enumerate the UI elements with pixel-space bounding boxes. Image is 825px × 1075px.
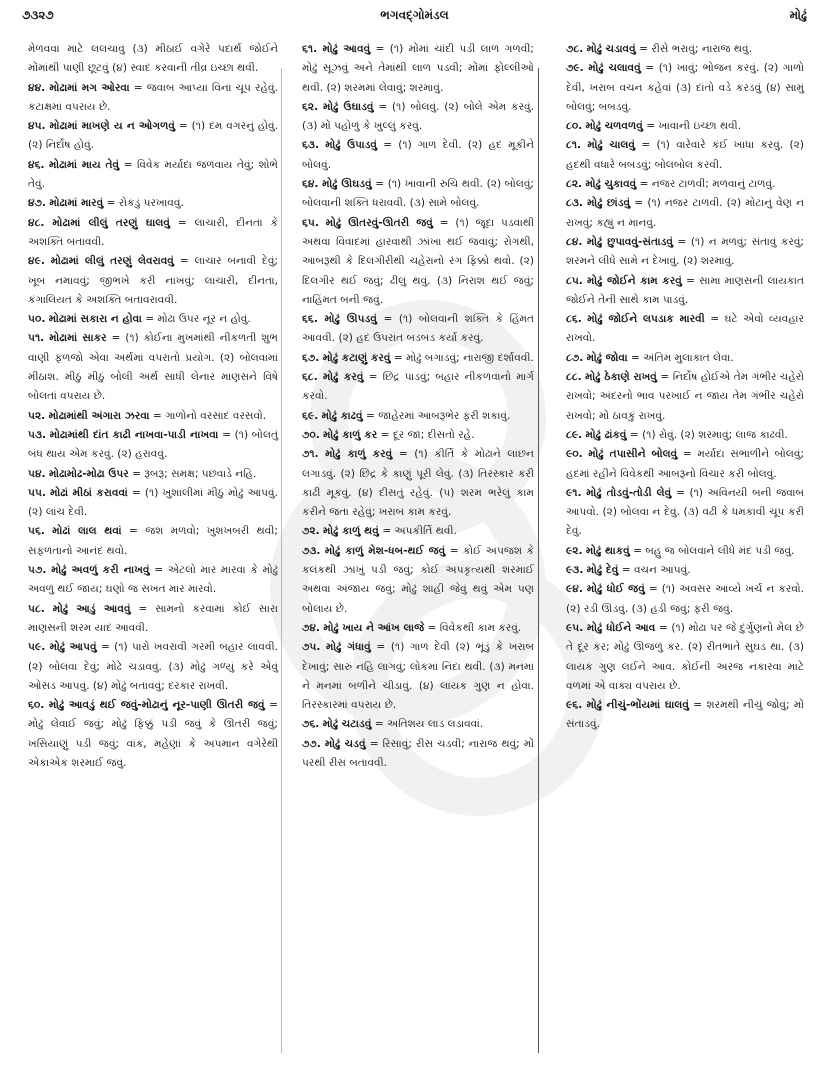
- entry-headword: મોઢું કાઢવું: [321, 409, 363, 422]
- entry-definition: = રૂબરૂ; સમક્ષ; પછવાડે નહિ.: [132, 467, 257, 480]
- entry-headword: મોઢું ચડાવવું: [586, 43, 636, 55]
- dictionary-entry: [28, 310, 278, 329]
- entry-definition: = ગાળોનો વરસાદ વરસવો.: [152, 409, 267, 422]
- dictionary-entry: [28, 79, 278, 118]
- dictionary-entry: [28, 117, 278, 156]
- entry-headword: મોઢું ઊપડવું: [324, 313, 377, 326]
- entry-definition: = (૧) ન મળવું; સંતાવું કરવું; શરમને લીધે સામે ન દેખાવું. (૨) શરમાવું.: [566, 235, 805, 268]
- page-number: ૭૩૨૭: [22, 8, 54, 22]
- entry-definition: = જવાબ આપ્યા વિના ચૂપ રહેવું. કટાક્ષમાં વપરાય છે.: [28, 81, 278, 113]
- dictionary-entry: [28, 465, 278, 484]
- entry-headword: મોઢામાં મગ ઓરવા: [49, 81, 130, 94]
- dictionary-entry: [302, 175, 534, 214]
- entry-definition: = સામનો કરવામાં કોઈ સારા માણસની શરમ યાદ આવવી.: [28, 602, 278, 634]
- entry-number: ૬૫.: [302, 216, 319, 229]
- entry-definition: = (૧) વારેવારે કંઈ ખાધા કરવું. (૨) હદથી વધારે બબડવું; બોલબોલ કરવી.: [566, 139, 805, 171]
- entry-headword: મોઢું ધોઈ જવું: [586, 583, 645, 596]
- entry-number: ૮૬.: [566, 313, 582, 326]
- dictionary-entry: [28, 484, 278, 523]
- entry-headword: મોઢું કરવું: [322, 371, 364, 384]
- entry-definition: = મોઢા ઉપર નૂર ન હોવું.: [145, 313, 251, 326]
- entry-headword: મોઢામાં લીલું તરણું ઘાલવું: [52, 216, 170, 229]
- entry-number: ૪૮.: [28, 216, 45, 229]
- dictionary-entry: [28, 329, 278, 406]
- entry-headword: મોઢામાં સકારા ન હોવા: [48, 313, 142, 326]
- entry-headword: મોઢાં મીઠાં કરાવવાં: [50, 486, 128, 499]
- entry-number: ૮૧.: [566, 139, 582, 152]
- entry-number: ૮૩.: [566, 197, 583, 210]
- dictionary-entry: [28, 40, 278, 79]
- dictionary-entry: [302, 98, 534, 137]
- entry-headword: મોઢું ચુકાવવું: [585, 178, 637, 191]
- dictionary-entry: [566, 426, 804, 445]
- dictionary-entry: [28, 426, 278, 465]
- entry-definition: = (૧) કોઈના મુખમાંથી નીકળતી શુભ વાણી ફળજો એવા અર્થમાં વપરાતો પ્રયોગ. (૨) બોલવામાં મીઠાશ. મીઠું મીઠું બોલી અર્થ સાધી લેનાર માણસને વિષે બોલતાં વપરાય છે.: [28, 332, 278, 403]
- entry-number: ૬૦.: [28, 699, 45, 712]
- entry-number: ૫૮.: [28, 602, 45, 615]
- entry-number: ૪૬.: [28, 158, 45, 171]
- entry-number: ૭૪.: [302, 621, 320, 634]
- dictionary-entry: [302, 715, 534, 734]
- column-2: [302, 40, 534, 773]
- dictionary-entry: [302, 542, 534, 619]
- entry-definition: = દૂર જા; દીસતો રહે.: [380, 428, 475, 441]
- entry-definition: = (૧) પારો ખવરાવી ગરમી બહાર લાવવી. (૨) બોલવા દેવું; મોઢે ચડાવવું. (૩) મોઢું ગળ્યું કરે એવું ઓસડ આપવું. (૪) મોઢું બતાવવું; દરકાર રાખવી.: [28, 641, 278, 692]
- column-divider: [281, 68, 282, 1053]
- column-1: [28, 40, 278, 773]
- entry-definition: = (૧) ગાળ દેવી (૨) ભૂંડું કે ખરાબ દેખાવું; સારું નહિ લાગવું; લોકમાં નિંદા થવી. (૩) મનમાં ને મનમાં બળીને ચીડાવું. (૪) લાયક ગુણ ન હોવા. તિરસ્કારમાં વપરાય છે.: [302, 641, 535, 712]
- dictionary-entry: [28, 214, 278, 253]
- entry-number: ૭૮.: [566, 43, 584, 55]
- dictionary-entry: [566, 59, 804, 117]
- dictionary-entry: [566, 40, 804, 59]
- entry-headword: મોઢું કટાણું કરવું: [322, 351, 391, 364]
- entry-number: ૬૩.: [302, 139, 320, 152]
- entry-headword: મોઢું કાળું કરવું: [325, 448, 393, 461]
- entry-headword: મોઢામાંથી દાંત કાઢી નાખવા-પાડી નાખવા: [49, 428, 219, 441]
- entry-headword: મોઢું ચલાવવું: [588, 62, 641, 75]
- entry-definition: = (૧) ખુશાલીમાં મીઠું મોઢું આપવું. (૨) લાંચ દેવી.: [28, 486, 278, 519]
- entry-definition: = (૧) બોલવું. (૨) બોલે એમ કરવું. (૩) મોં પહોળું કે ખુલ્લું કરવું.: [302, 100, 534, 133]
- entry-headword: મોઢું દેવું: [586, 564, 619, 577]
- dictionary-entry: [28, 194, 278, 213]
- entry-definition: = શરમથી નીચું જોવું; મોં સંતાડવું.: [566, 699, 804, 731]
- entry-definition: = નજર ટાળવી; મળવાનું ટાળવું.: [639, 178, 776, 191]
- entry-headword: મોઢું ચડવું: [324, 737, 366, 750]
- entry-number: ૪૫.: [28, 120, 46, 133]
- dictionary-entry: [566, 368, 804, 426]
- dictionary-entry: [566, 445, 804, 484]
- entry-headword: મોઢું અવળું કરી નાખવું: [51, 564, 150, 577]
- dictionary-entry: [302, 407, 534, 426]
- entry-headword: મોઢું કાળું થવું: [322, 525, 379, 538]
- entry-number: ૫૬.: [28, 525, 45, 538]
- entry-headword: મોઢું ચાલવું: [587, 139, 636, 152]
- entry-headword: મોઢું આવડું થઈ જવું-મોઢાનું નૂર-પાણી ઊતરી જવું: [48, 699, 265, 712]
- dictionary-entry: [302, 368, 534, 407]
- entry-number: ૮૯.: [566, 428, 583, 441]
- entry-headword: મોઢું આપવું: [49, 641, 97, 654]
- entry-headword: મોઢું ધોઈને આવ: [586, 621, 656, 634]
- entry-definition: = (૧) મોઢા પર જે દુર્ગુણનો મેલ છે તે દૂર કર; મોઢું ઊજળું કર. (૨) રીતભાતે સુઘડ થા. (૩) લાયક ગુણ લઈને આવ. કોઈની અરજ નકારવા માટે વળમાં એ વાક્ય વપરાય છે.: [566, 621, 804, 692]
- dictionary-entry: [302, 638, 534, 715]
- entry-number: ૪૯.: [28, 255, 45, 268]
- entry-definition: મેળવવા માટે લલચાવું (૩) મીઠાઈ વગેરે પદાર્થ જોઈને મોંમાંથી પાણી છૂટવું (૪) સ્વાદ કરવાની તીવ્ર ઇચ્છા થવી.: [28, 43, 278, 75]
- entry-number: ૭૧.: [302, 448, 319, 461]
- dictionary-entry: [566, 117, 804, 136]
- entry-headword: મોઢું છુપાવવું-સંતાડવું: [586, 235, 673, 248]
- entry-definition: = (૧) રોવું. (૨) શરમાવું; લાજ કાઢવી.: [629, 428, 788, 441]
- dictionary-entry: [28, 156, 278, 195]
- entry-definition: = અતિશય લાડ લડાવવાં.: [374, 718, 484, 731]
- dictionary-entry: [28, 638, 278, 696]
- entry-headword: મોઢું ચળવળવું: [585, 120, 643, 133]
- entry-headword: મોઢું ઊતરવું-ઊતરી જવું: [325, 216, 433, 229]
- entry-definition: = નિર્દોષ હોઈએ તેમ ગંભીર ચહેરો રાખવો; અંદરનો ભાવ પરખાઈ ન જાય તેમ ગંભીર ચહેરો રાખવો; મોં ઠાવકું રાખવું.: [566, 371, 805, 422]
- entry-number: ૭૩.: [302, 544, 321, 557]
- entry-definition: = અંતિમ મુલાકાત લેવા.: [630, 351, 734, 364]
- entry-definition: = ખાવાની ઇચ્છા થવી.: [646, 120, 742, 133]
- entry-definition: = જાહેરમાં આબરૂભેર ફરી શકાવું.: [366, 409, 511, 422]
- dictionary-entry: [302, 349, 534, 368]
- entry-headword: મોઢામોઢ-મોઢા ઉપર: [48, 467, 129, 480]
- guide-word: મોઢું: [789, 8, 807, 22]
- entry-headword: મોઢું તપાસીને બોલવું: [588, 448, 678, 461]
- entry-number: ૯૬.: [566, 699, 583, 712]
- entry-definition: = (૧) અવસર આવ્યે ખર્ચ ન કરવો. (૨) રડી ઊડવું. (૩) હડી જવું; ફરી જવું.: [566, 583, 804, 615]
- entry-definition: = લાચાર બનાવી દેવું; ખૂબ નમાવવું; જીભખે કરી નાખવું; લાચારી, દીનતા, કંગાલિયત કે અશક્તિ બતાવરાવવી.: [28, 255, 279, 306]
- entry-number: ૬૨.: [302, 100, 319, 113]
- entry-headword: મોઢું ઉપાડવું: [325, 139, 377, 152]
- entry-headword: મોઢામાં મારવું: [49, 197, 104, 210]
- dictionary-entry: [566, 696, 804, 735]
- dictionary-entry: [302, 136, 534, 175]
- entry-headword: મોઢું જોવા: [586, 351, 628, 364]
- entry-number: ૫૯.: [28, 641, 46, 654]
- entry-definition: = એટલો માર મારવા કે મોઢું અવળું થઈ જાય; ઘણો જ સખત માર મારવો.: [28, 564, 279, 596]
- entry-number: ૯૧.: [566, 486, 582, 499]
- entry-definition: = રોકડું પરખાવવું.: [106, 197, 184, 210]
- dictionary-entry: [28, 561, 278, 600]
- entry-definition: = અપકીર્તિ થવી.: [382, 525, 457, 538]
- dictionary-entry: [566, 272, 804, 311]
- entry-number: ૫૪.: [28, 467, 46, 480]
- entry-number: ૫૭.: [28, 564, 47, 577]
- entry-definition: = રિસાવું; રીસ ચડવી; નારાજ થવું; મોં પરથી રીસ બતાવવી.: [302, 737, 534, 769]
- entry-definition: = વિવેક મર્યાદા જળવાય તેવું; શોભે તેવું.: [28, 158, 278, 191]
- dictionary-entry: [566, 233, 804, 272]
- dictionary-entry: [566, 561, 804, 580]
- entry-number: ૫૦.: [28, 313, 46, 326]
- entry-definition: = (૧) મોંમાં ચાંદી પડી લાળ ગળવી; મોઢું સૂઝવું અને તેમાંથી લાળ પડવી; મોંમાં ફોલ્લીઓ થવી. (૨) શરમમાં લેવાવું; શરમાવું.: [302, 43, 534, 94]
- entry-headword: મોઢું ખાય ને આંખ લાજે: [323, 621, 425, 634]
- dictionary-entry: [566, 484, 804, 542]
- entry-headword: મોઢું ઢાંકવું: [585, 428, 627, 441]
- page-header: [22, 8, 807, 30]
- entry-number: ૬૧.: [302, 43, 318, 55]
- dictionary-entry: [302, 426, 534, 445]
- entry-definition: = છિદ્ર પાડવું; બહાર નીકળવાનો માર્ગ કરવો.: [302, 371, 535, 403]
- entry-definition: = (૧) અવિનયી બની જવાબ આપવો. (૨) બોલવા ન દેવું. (૩) વઢી કે ધમકાવી ચૂપ કરી દેવું.: [566, 486, 804, 538]
- entry-headword: મોઢાં લાલ થવાં: [52, 525, 122, 538]
- entry-definition: = (૧) દમ વગરનું હોવું. (૨) નિર્દોષ હોવું.: [28, 120, 279, 152]
- dictionary-entry: [302, 214, 534, 310]
- entry-number: ૭૬.: [302, 718, 320, 731]
- dictionary-entry: [28, 407, 278, 426]
- entry-headword: મોઢામાં માય તેવું: [49, 158, 120, 171]
- dictionary-entry: [28, 522, 278, 561]
- entry-headword: મોઢું કાળું કર: [323, 428, 378, 441]
- entry-number: ૮૭.: [566, 351, 584, 364]
- entry-number: ૬૭.: [302, 351, 320, 364]
- entry-number: ૯૦.: [566, 448, 583, 461]
- entry-headword: મોઢું જોઈને લપડાક મારવી: [587, 313, 705, 326]
- entry-definition: = (૧) બોલવાની શક્તિ કે હિંમત આવવી. (૨) હદ ઉપરાંત બડબડ કર્યા કરવું.: [302, 313, 534, 345]
- entry-definition: = સામા માણસની લાયકાત જોઈને તેની સાથે કામ પાડવું.: [566, 274, 805, 306]
- dictionary-entry: [566, 310, 804, 349]
- entry-number: ૬૬.: [302, 313, 318, 326]
- entry-number: ૭૭.: [302, 737, 321, 750]
- entry-number: ૮૫.: [566, 274, 583, 287]
- entry-definition: = લાચારી, દીનતા કે અશક્તિ બતાવવી.: [28, 216, 278, 248]
- dictionary-entry: [566, 542, 804, 561]
- entry-number: ૭૦.: [302, 428, 320, 441]
- dictionary-entry: [302, 619, 534, 638]
- entry-headword: મોઢું ઠેકાણે રાખવું: [585, 371, 657, 384]
- entry-number: ૮૦.: [566, 120, 583, 133]
- entry-number: ૯૨.: [566, 544, 583, 557]
- entry-headword: મોઢું ગંધાવું: [326, 641, 371, 654]
- column-3: [566, 40, 804, 735]
- entry-headword: મોઢું ઊઘડવું: [322, 178, 372, 191]
- dictionary-entry: [28, 696, 278, 773]
- entry-number: ૯૪.: [566, 583, 583, 596]
- entry-definition: = રીસે ભરાવું; નારાજ થવું.: [639, 43, 752, 55]
- dictionary-entry: [28, 600, 278, 639]
- entry-number: ૪૪.: [28, 81, 46, 94]
- dictionary-entry: [566, 619, 804, 696]
- entry-headword: મોઢું જોઈને કામ કરવું: [587, 274, 682, 287]
- dictionary-entry: [28, 252, 278, 310]
- entry-definition: = (૧) ખાવાની રુચિ થવી. (૨) બોલવું; બોલવાની શક્તિ ધરાવવી. (૩) સામે બોલવું.: [302, 178, 534, 210]
- dictionary-entry: [302, 522, 534, 541]
- entry-headword: મોઢું નીચું-ભોંયમાં ઘાલવું: [586, 699, 689, 712]
- entry-headword: મોઢું તોડવું-તોડી લેવું: [586, 486, 672, 499]
- entry-number: ૮૮.: [566, 371, 582, 384]
- entry-number: ૭૨.: [302, 525, 320, 538]
- entry-definition: = (૧) ગાળ દેવી. (૨) હદ મૂકીને બોલવું.: [302, 139, 534, 171]
- entry-definition: = જશ મળવો; ખુશખબરી થવી; સફળતાનો આનંદ થવો.: [28, 525, 278, 557]
- entry-definition: = મોઢું લેવાઈ જવું; મોઢું ફિક્કું પડી જવું કે ઊતરી જવું; ખસિયાણું પડી જવું; વાંક, મહેણાં કે અપમાન વગેરેથી એકાએક શરમાઈ જવું.: [28, 699, 278, 769]
- entry-number: ૭૯.: [566, 62, 584, 75]
- entry-headword: મોઢું છાંડવું: [587, 197, 631, 210]
- entry-headword: મોઢામાંથી અંગારા ઝરવા: [48, 409, 150, 422]
- entry-headword: મોઢામાં માખણે ય ન ઓગળવું: [49, 120, 175, 133]
- entry-number: ૯૩.: [566, 564, 584, 577]
- dictionary-entry: [302, 40, 534, 98]
- entry-headword: મોઢું આડું આવવું: [52, 602, 131, 615]
- entry-definition: = (૧) જૂદા પડવાથી અથવા વિવાદમાં હારવાથી ઝાંખા થઈ જવાવું; રોગથી, આબરૂથી કે દિલગીરીથી ચહેરાનો રંગ ફિક્કો થવો. (૨) દિલગીર થઈ જવું; ઢીલું થવું. (૩) નિરાશ થઈ જવું; નાહિંમત બની જવું.: [302, 216, 534, 306]
- dictionary-entry: [566, 136, 804, 175]
- entry-number: ૯૫.: [566, 621, 584, 634]
- entry-number: ૭૫.: [302, 641, 321, 654]
- dictionary-entry: [566, 194, 804, 233]
- entry-definition: = (૧) બોલતું બંધ થાય એમ કરવું. (૨) હરાવવું.: [28, 428, 278, 461]
- entry-definition: = (૧) કીર્તિ કે મોઢાને લાંછન લગાડવું. (૨) છિદ્ર કે કાણું પૂરી લેવું. (૩) તિરસ્કાર કરી કાઢી મૂકવું. (૪) દીસતું રહેવું. (૫) શરમ ભરેલું કામ કરીને જતા રહેવું; ખરાબ કામ કરવું.: [302, 448, 534, 519]
- entry-definition: = (૧) ખાવું; ભોજન કરવું. (૨) ગાળો દેવી, ખરાબ વચન કહેવાં (૩) દાંતો વડે કરડવું (૪) સામું બોલવું; બબડવું.: [566, 62, 804, 113]
- entry-headword: મોઢામાં સાકર: [49, 332, 107, 345]
- entry-number: ૫૩.: [28, 428, 47, 441]
- entry-definition: = કોઈ અપજશ કે કલંકથી ઝાંખું પડી જવું; કોઈ અપકૃત્યથી શરમાઈ અથવા અંજાય જવું; મોઢું શાહી જેવું થવું એમ પણ બોલાય છે.: [302, 544, 534, 615]
- entry-number: ૫૫.: [28, 486, 46, 499]
- entry-headword: મોઢું થાકવું: [585, 544, 630, 557]
- entry-number: ૪૭.: [28, 197, 46, 210]
- entry-number: ૮૪.: [566, 235, 583, 248]
- entry-number: ૮૨.: [566, 178, 583, 191]
- entry-headword: મોઢામાં લીલું તરણું લેવરાવવું: [50, 255, 174, 268]
- entry-definition: = ઘટે એવો વ્યવહાર રાખવો.: [566, 313, 805, 345]
- entry-number: ૬૯.: [302, 409, 319, 422]
- entry-definition: = મોઢું બગાડવું; નારાજી દર્શાવવી.: [393, 351, 534, 364]
- column-divider: [538, 68, 539, 1053]
- entry-headword: મોઢું ઉઘાડવું: [323, 100, 374, 113]
- entry-definition: = વચન આપવું.: [621, 564, 691, 577]
- entry-headword: મોઢું કાળું મેશ-ધબ-થઈ જવું: [324, 544, 446, 557]
- entry-number: ૬૮.: [302, 371, 318, 384]
- entry-number: ૬૪.: [302, 178, 319, 191]
- entry-headword: મોઢું ચટાડવું: [322, 718, 372, 731]
- dictionary-entry: [566, 580, 804, 619]
- entry-definition: = (૧) નજર ટાળવી. (૨) મોટાનું વેણ ન રાખવું; કહ્યું ન માનવું.: [566, 197, 805, 229]
- entry-headword: મોઢું આવવું: [322, 43, 371, 55]
- entry-definition: = બહુ જ બોલવાને લીધે મંદ પડી જવું.: [633, 544, 795, 557]
- dictionary-entry: [302, 735, 534, 774]
- dictionary-entry: [566, 349, 804, 368]
- entry-number: ૫૨.: [28, 409, 46, 422]
- entry-definition: = મર્યાદા સંભાળીને બોલવું; હદમાં રહીને વિવેકથી આબરૂનો વિચાર કરી બોલવું.: [566, 448, 805, 480]
- dictionary-entry: [566, 175, 804, 194]
- dictionary-entry: [302, 310, 534, 349]
- entry-definition: = વિવેકથી કામ કરવું.: [427, 621, 522, 634]
- dictionary-entry: [302, 445, 534, 522]
- book-title: ભગવદ્ગોમંડલ: [380, 8, 449, 22]
- entry-number: ૫૧.: [28, 332, 45, 345]
